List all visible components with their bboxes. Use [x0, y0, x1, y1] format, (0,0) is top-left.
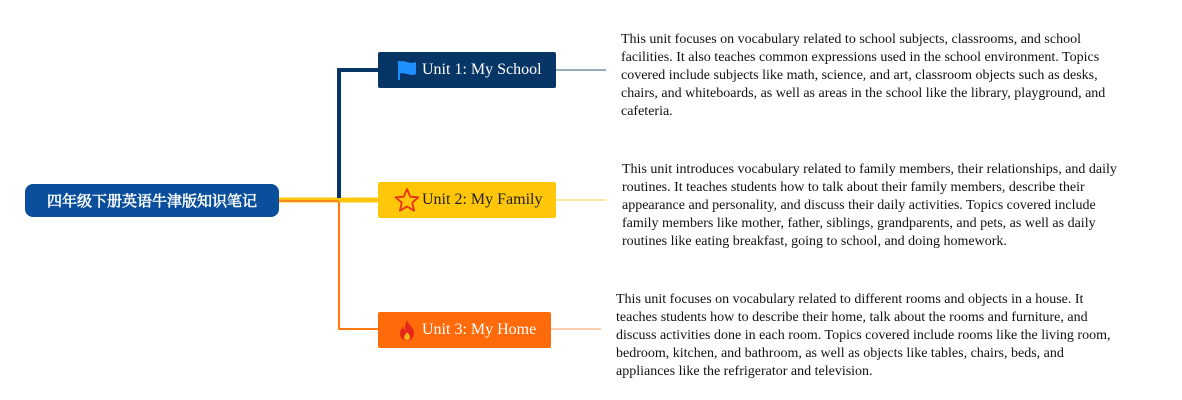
unit-node-my-family[interactable] — [378, 182, 556, 218]
star-icon — [394, 187, 420, 213]
root-title: 四年级下册英语牛津版知识笔记 — [46, 192, 257, 210]
flag-icon — [394, 57, 420, 83]
fire-icon — [394, 317, 420, 343]
unit3-description: This unit focuses on vocabulary related to different rooms and objects in a house. It teaches students how to describe their home, talk about the rooms and furniture, and discuss activities done in each room. Topics covered include rooms like the living room, bedroom, kitchen, and bathroom, as well as objects like tables, chairs, beds, and appliances like the refrigerator and television. — [616, 292, 1111, 379]
root-node[interactable] — [25, 184, 279, 217]
unit-title: Unit 3: My Home — [422, 321, 537, 338]
unit-title: Unit 1: My School — [422, 61, 542, 78]
unit-node-my-school[interactable] — [378, 52, 556, 88]
unit1-description: This unit focuses on vocabulary related to school subjects, classrooms, and school facilities. It also teaches common expressions used in the school environment. Topics covered include subjects like math, science, and art, classroom objects such as desks, chairs, and whiteboards, as well as areas in the school like the library, playground, and cafeteria. — [621, 32, 1106, 119]
unit-node-my-home[interactable] — [378, 312, 551, 348]
connector-root-unit3 — [339, 202, 378, 329]
connector-root-unit1 — [339, 70, 378, 198]
unit-title: Unit 2: My Family — [422, 191, 543, 208]
unit2-description: This unit introduces vocabulary related to family members, their relationships, and daily routines. It teaches students how to talk about their family members, describe their appearance and personality, and discuss their daily activities. Topics covered include family members like mother, father, siblings, grandparents, and pets, as well as daily routines like eating breakfast, going to school, and doing homework. — [622, 162, 1117, 249]
